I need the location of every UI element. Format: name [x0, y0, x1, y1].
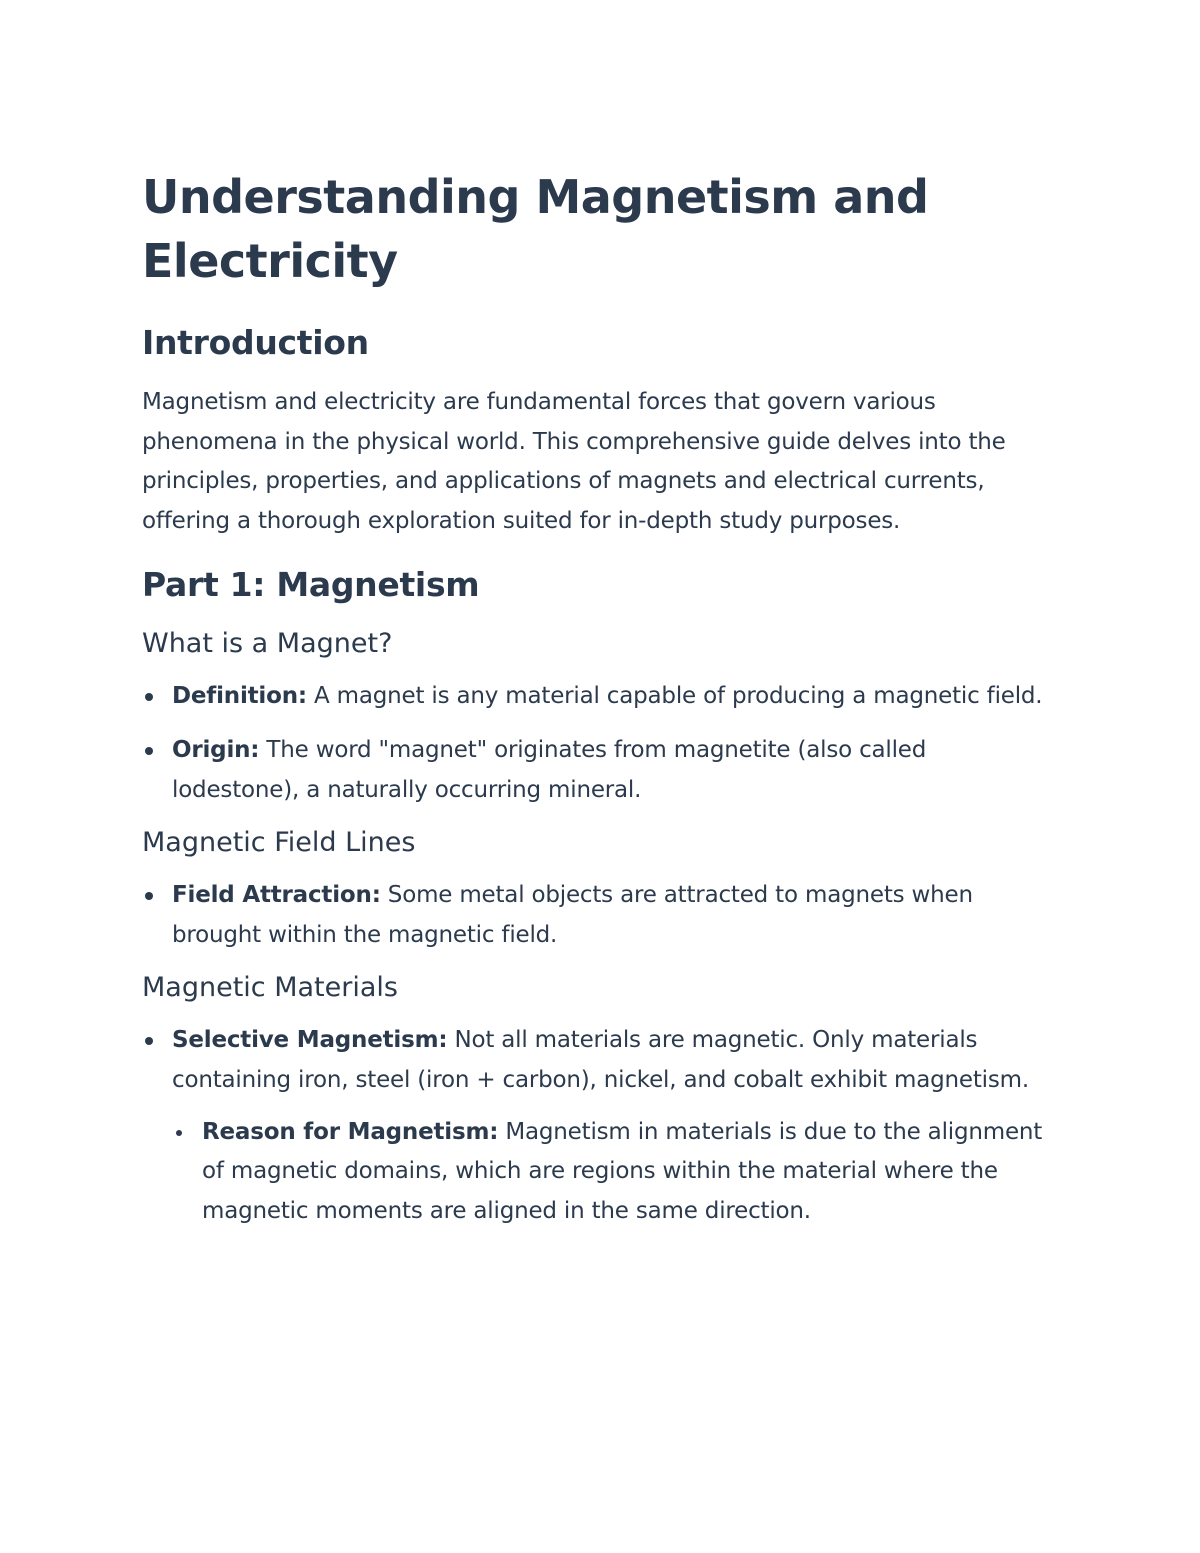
bullet-term: Origin:: [172, 736, 260, 763]
bullet-text: Magnetism in materials is due to the alignment of magnetic domains, which are regions within the material where the magnetic moments are aligned in the same direction.: [202, 1118, 1043, 1224]
bullet-text: Not all materials are magnetic. Only materials containing iron, steel (iron + carbon), nickel, and cobalt exhibit magnetism.: [172, 1027, 1029, 1093]
list-item-reason-for-magnetism: [172, 1113, 1057, 1232]
field-lines-list: [142, 876, 1057, 955]
what-is-magnet-list: [142, 677, 1057, 810]
bullet-term: Field Attraction:: [172, 882, 381, 909]
document-title: Understanding Magnetism and Electricity: [142, 170, 929, 288]
materials-list: [142, 1021, 1057, 1231]
bullet-term: Definition:: [172, 683, 307, 710]
list-item-selective-magnetism: [142, 1021, 1057, 1231]
document-page: [142, 165, 1057, 1245]
list-item-origin: [142, 731, 1057, 810]
part1-heading: Part 1: Magnetism: [142, 565, 480, 605]
materials-sublist: [172, 1113, 1057, 1232]
bullet-text: The word "magnet" originates from magnetite (also called lodestone), a naturally occurring mineral.: [172, 736, 927, 803]
introduction-paragraph: Magnetism and electricity are fundamental forces that govern various phenomena in the physical world. This comprehensive guide delves into the principles, properties, and applications of magnets and electrical currents, offering a thorough exploration suited for in-depth study purposes.: [142, 389, 1006, 534]
field-lines-heading: Magnetic Field Lines: [142, 827, 416, 859]
bullet-term: Reason for Magnetism:: [202, 1118, 499, 1145]
list-item-field-attraction: [142, 876, 1057, 955]
bullet-text: A magnet is any material capable of producing a magnetic field.: [306, 683, 1043, 710]
list-item-definition: [142, 677, 1057, 717]
bullet-term: Selective Magnetism:: [172, 1027, 448, 1054]
materials-heading: Magnetic Materials: [142, 972, 398, 1004]
bullet-text: Some metal objects are attracted to magnets when brought within the magnetic field.: [172, 882, 973, 948]
what-is-magnet-heading: What is a Magnet?: [142, 628, 393, 660]
introduction-heading: Introduction: [142, 323, 369, 362]
